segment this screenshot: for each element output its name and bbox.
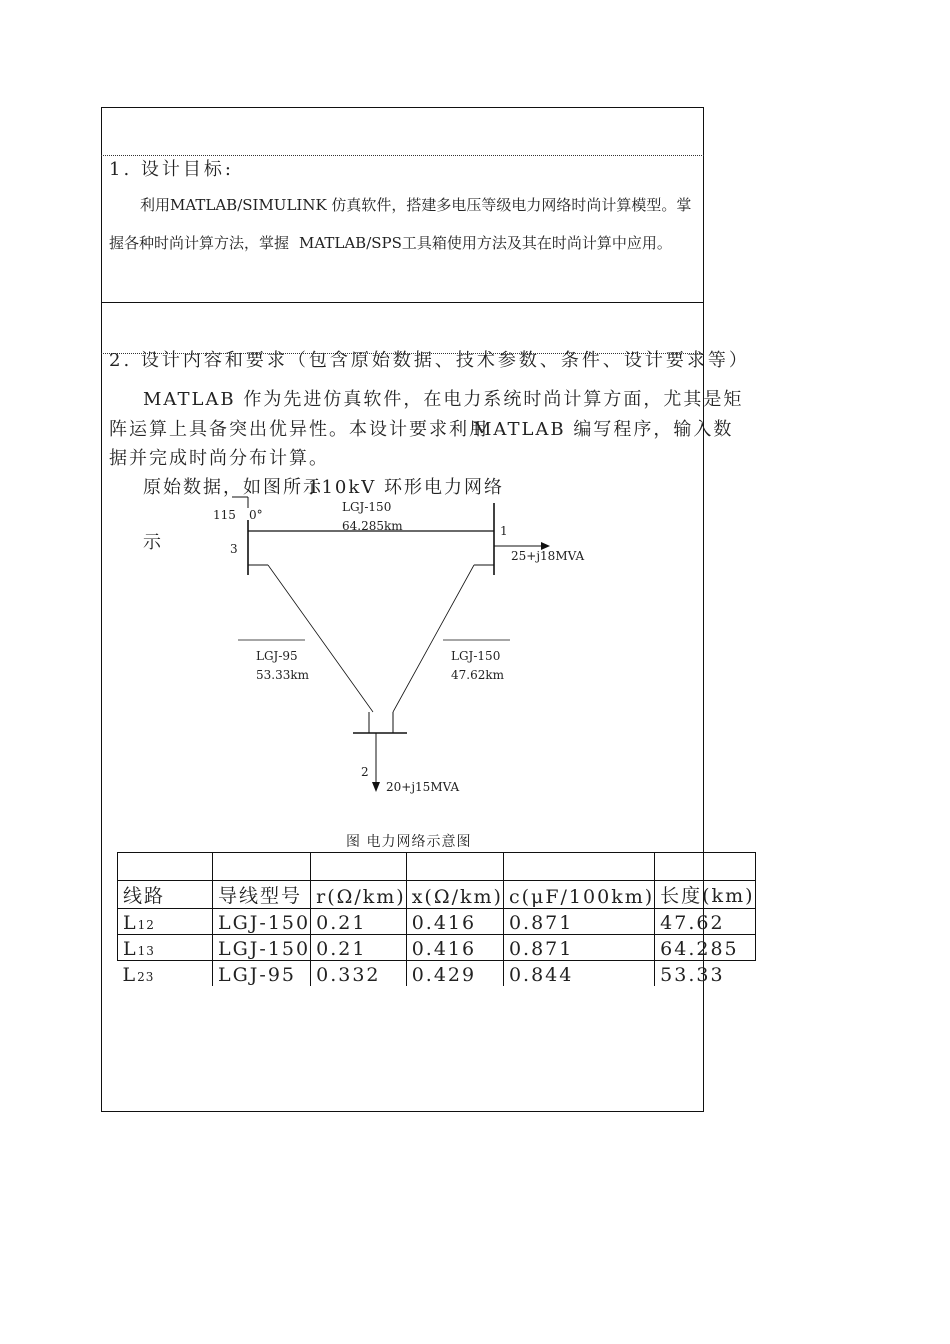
section1-line2-overlap: MATLAB/SPS工具箱使用方法及其在时尚计算中应用。 (299, 234, 672, 252)
row-x: 0.429 (406, 961, 503, 987)
section2-data-line-b: 110kV 环形电力网络 (308, 477, 504, 498)
header-c: c(μF/100km) (503, 881, 654, 909)
row-length: 47.62 (655, 909, 755, 935)
line-parameter-table (117, 852, 756, 986)
load1-value: 25+j18MVA (511, 549, 585, 563)
section2-data-line-c: 示 (143, 532, 163, 553)
line13-length: 64.285km (342, 519, 403, 533)
load2-arrow (372, 782, 380, 792)
diagram-caption: 图 电力网络示意图 (346, 834, 472, 850)
header-x: x(Ω/km) (406, 881, 503, 909)
line23 (268, 565, 373, 712)
table-spacer-row (118, 853, 756, 881)
node3-label: 3 (230, 542, 238, 556)
row-line-subscript: 12 (137, 918, 155, 932)
row-conductor: LGJ-150 (213, 909, 311, 935)
line12-type: LGJ-150 (451, 649, 501, 663)
section2-para-line2b: MATLAB 编写程序，输入数 (473, 419, 734, 440)
row-c: 0.844 (503, 961, 654, 987)
row-line-subscript: 23 (137, 970, 155, 984)
row-line-name: L (122, 964, 138, 986)
table-row (118, 935, 756, 961)
row-x: 0.416 (406, 909, 503, 935)
line13-type: LGJ-150 (342, 500, 392, 514)
section2-para-line1: MATLAB 作为先进仿真软件，在电力系统时尚计算方面，尤其是矩 (143, 389, 744, 410)
section2-para-line2a: 阵运算上具备突出优异性。本设计要求利用 (109, 419, 489, 440)
section2-heading: 2. 设计内容和要求（包含原始数据、技术参数、条件、设计要求等） (109, 350, 750, 371)
row-line-name: L (123, 912, 138, 934)
row-line-subscript: 13 (137, 944, 155, 958)
table-row (118, 909, 756, 935)
table-header-row (118, 881, 756, 909)
row-r: 0.21 (311, 909, 407, 935)
row-r: 0.332 (311, 961, 407, 987)
section1-heading: 1. 设计目标: (109, 159, 234, 180)
row-c: 0.871 (503, 935, 654, 961)
source-voltage: 115 (213, 508, 236, 522)
section2-data-line-a: 原始数据，如图所示 (143, 477, 323, 498)
header-line: 线路 (118, 881, 213, 909)
line23-length: 53.33km (256, 668, 310, 682)
source-angle: 0° (249, 508, 263, 522)
row-conductor: LGJ-150 (213, 935, 311, 961)
line23-type: LGJ-95 (256, 649, 298, 663)
line12-length: 47.62km (451, 668, 505, 682)
section2-para-line3: 据并完成时尚分布计算。 (109, 448, 329, 469)
row-length: 53.33 (655, 961, 755, 987)
header-length: 长度(km) (655, 881, 755, 909)
load2-value: 20+j15MVA (386, 780, 460, 794)
section1-line2: 握各种时尚计算方法，掌握 (109, 234, 290, 252)
row-length: 64.285 (655, 935, 755, 961)
line12 (393, 565, 474, 712)
header-r: r(Ω/km) (311, 881, 407, 909)
row-line-name: L (123, 938, 138, 960)
row-x: 0.416 (406, 935, 503, 961)
node2-label: 2 (361, 765, 369, 779)
header-conductor: 导线型号 (213, 881, 311, 909)
row-c: 0.871 (503, 909, 654, 935)
section1-line1: 利用MATLAB/SIMULINK 仿真软件，搭建多电压等级电力网络时尚计算模型。掌 (140, 196, 692, 214)
table-row (118, 961, 756, 987)
row-conductor: LGJ-95 (213, 961, 311, 987)
row-r: 0.21 (311, 935, 407, 961)
node1-label: 1 (500, 524, 508, 538)
